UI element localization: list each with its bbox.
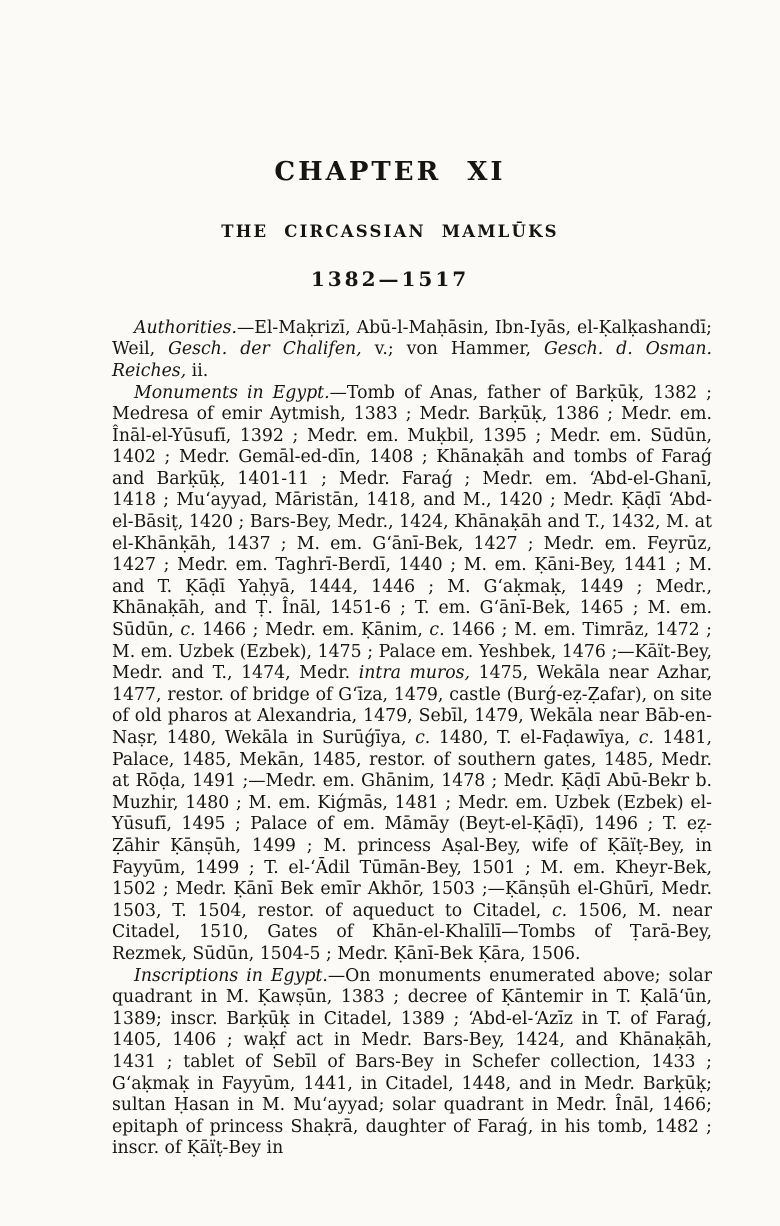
text-run: —On monuments enumerated above; solar quadrant in M. Ḳawṣūn, 1383 ; decree of Ḳāntemir in T. Ḳalāʻūn, 1389; inscr. Barḳūḳ in Citadel, 1389 ; ʻAbd-el-ʻAzīz in T. of Faraǵ, 1405, 1406 ; waḳf act in Medr. Bars-Bey, 1424, and Khānaḳāh, 1431 ; tablet of Sebīl of Bars-Bey in Schefer collection, 1433 ; Gʻaḳmaḳ in Fayyūm, 1441, in Citadel, 1448, and in Medr. Barḳūḳ; sultan Ḥasan in M. Muʻayyad; solar quadrant in Medr. Înāl, 1466; epitaph of princess Shaḳrā, daughter of Faraǵ, in his tomb, 1482 ; inscr. of Ḳāïṭ-Bey in [112,965,712,1159]
text-run: 1480, T. el-Faḍawīya, [430,728,639,749]
text-run: Gesch. der Chalifen, [168,339,362,360]
text-run: 1466 ; M. em. Timrāz, 1472 ; M. em. Uzbek (Ezbek), 1475 ; Palace em. Yeshbek, 1476 ;—Kāït-Bey, Medr. and T., 1474, Medr. [112,620,713,684]
text-run: c. [638,728,654,749]
text-run: Authorities. [134,317,237,338]
chapter-subtitle: THE CIRCASSIAN MAMLŪKS [221,221,559,241]
text-run: Monuments in Egypt. [134,382,330,403]
text-run: ii. [186,360,209,381]
text-run: c. [415,728,431,749]
text-run: 1481, Palace, 1485, Mekān, 1485, restor. of southern gates, 1485, Medr. at Rōḍa, 1491 ;—Medr. em. Ghānim, 1478 ; Medr. Ḳāḍī Abū-Bekr b. Muzhir, 1480 ; M. em. Kiǵmās, 1481 ; Medr. em. Uzbek (Ezbek) el-Yūsufī, 1495 ; Palace of em. Māmāy (Beyt-el-Ḳāḍī), 1496 ; T. eẓ-Ẓāhir Ḳānṣūh, 1499 ; M. princess Aṣal-Bey, wife of Ḳāïṭ-Bey, in Fayyūm, 1499 ; T. el-ʻĀdil Tūmān-Bey, 1501 ; M. em. Kheyr-Bek, 1502 ; Medr. Ḳānī Bek emīr Akhōr, 1503 ;—Ḳānṣūh el-Ghūrī, Medr. 1503, T. 1504, restor. of aqueduct to Citadel, [112,728,713,921]
chapter-date-range: 1382—1517 [310,266,470,291]
text-run: c. [180,620,196,641]
text-run: Gesch. d. Osman. Reiches, [112,339,712,381]
page-body [112,318,712,1160]
text-run: c. [551,900,568,921]
text-run: 1475, Wekāla near Azhar, 1477, restor. of bridge of Gʻīza, 1479, castle (Burǵ-eẓ-Ẓafar), on site of old pharos at Alexandria, 1479, Sebīl, 1479, Wekāla near Bāb-en-Naṣr, 1480, Wekāla in Surūǵīya, [112,663,712,749]
text-run: Inscriptions in Egypt. [134,965,328,986]
text-run: 1466 ; Medr. em. Ḳānim, [195,620,430,641]
paragraph-monuments-in-egypt [112,383,712,966]
chapter-title: CHAPTER XI [274,157,506,187]
text-run: intra muros, [358,663,471,684]
text-run: —El-Maḳrizī, Abū-l-Maḥāsin, Ibn-Iyās, el-Ḳalḳashandī; Weil, [112,317,712,360]
text-run: v.; von Hammer, [361,339,544,360]
paragraph-inscriptions-in-egypt [112,966,712,1160]
text-run: c. [429,620,445,641]
text-run: 1506, M. near Citadel, 1510, Gates of Khān-el-Khalīlī—Tombs of Ṭarā-Bey, Rezmek, Sūdūn, 1504-5 ; Medr. Ḳānī-Bek Ḳāra, 1506. [112,900,712,964]
text-run: —Tomb of Anas, father of Barḳūḳ, 1382 ; Medresa of emir Aytmish, 1383 ; Medr. Barḳūḳ, 1386 ; Medr. em. Înāl-el-Yūsufī, 1392 ; Medr. em. Muḳbil, 1395 ; Medr. em. Sūdūn, 1402 ; Medr. Gemāl-ed-dīn, 1408 ; Khānaḳāh and tombs of Faraǵ and Barḳūḳ, 1401-11 ; Medr. Faraǵ ; Medr. em. ʻAbd-el-Ghanī, 1418 ; Muʻayyad, Māristān, 1418, and M., 1420 ; Medr. Ḳāḍī ʻAbd-el-Bāsiṭ, 1420 ; Bars-Bey, Medr., 1424, Khānaḳāh and T., 1432, M. at el-Khānḳāh, 1437 ; M. em. Gʻānī-Bek, 1427 ; Medr. em. Feyrūz, 1427 ; Medr. em. Taghrī-Berdī, 1440 ; M. em. Ḳāni-Bey, 1441 ; M. and T. Ḳāḍī Yaḥyā, 1444, 1446 ; M. Gʻaḳmaḳ, 1449 ; Medr., Khānaḳāh, and Ṭ. Înāl, 1451-6 ; T. em. Gʻānī-Bek, 1465 ; M. em. Sūdūn, [112,382,713,641]
paragraph-authorities [112,318,712,383]
